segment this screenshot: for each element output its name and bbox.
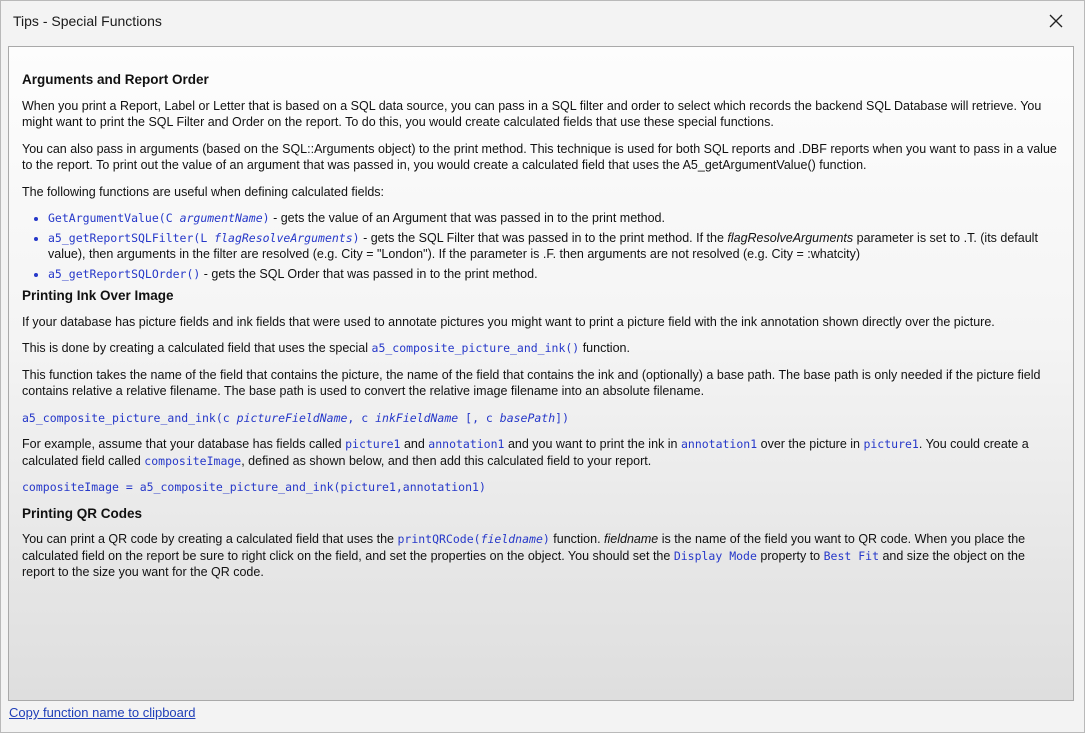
window-title: Tips - Special Functions: [13, 13, 162, 29]
title-bar: [1, 1, 1084, 41]
paragraph: The following functions are useful when defining calculated fields:: [22, 184, 385, 199]
function-name[interactable]: a5_composite_picture_and_ink(): [371, 341, 580, 355]
section-heading-qr: Printing QR Codes: [22, 505, 143, 521]
function-name[interactable]: GetArgumentValue(C argumentName): [48, 211, 270, 225]
paragraph: This function takes the name of the field that contains the picture, the name of the field that contains the ink and (optionally) a base path. The base path is only needed if the picture field contains relative a relative filename. The base path is used to convert the relative image filename into an absolute filename.: [22, 367, 1041, 398]
function-name[interactable]: a5_getReportSQLFilter(L flagResolveArguments): [48, 230, 360, 245]
paragraph: If your database has picture fields and ink fields that were used to annotate pictures you might want to print a picture field with the ink annotation shown directly over the picture.: [22, 314, 995, 329]
list-item: • GetArgumentValue(C argumentName) - gets the value of an Argument that was passed in to the print method.: [48, 210, 1058, 227]
section-heading-ink: Printing Ink Over Image: [22, 288, 174, 303]
close-button[interactable]: [1036, 5, 1076, 37]
code-example: compositeImage = a5_composite_picture_and_ink(picture1,annotation1): [22, 480, 486, 494]
paragraph: This is done by creating a calculated field that uses the special a5_composite_picture_and_ink() function.: [22, 341, 630, 355]
paragraph: You can also pass in arguments (based on the SQL::Arguments object) to the print method. This technique is used for both SQL reports and .DBF reports when you want to pass in a value to the report. To print out the value of an argument that was passed in, you would create a calculated field that uses the A5_getArgumentValue() function.: [22, 141, 1057, 172]
paragraph: When you print a Report, Label or Letter that is based on a SQL data source, you can pass in a SQL filter and order to select which records the backend SQL Database will retrieve. You might want to print the SQL Filter and Order on the report. To do this, you would create calculated fields that use these special functions.: [22, 98, 1042, 129]
function-signature: a5_composite_picture_and_ink(c pictureFieldName, c inkFieldName [, c basePath]): [22, 410, 570, 425]
copy-function-name-link[interactable]: Copy function name to clipboard: [9, 705, 196, 720]
function-name[interactable]: printQRCode(fieldname): [397, 532, 550, 546]
tips-content-panel: [8, 46, 1074, 701]
close-icon: [1049, 14, 1063, 28]
paragraph: For example, assume that your database has fields called picture1 and annotation1 and you want to print the ink in annotation1 over the picture in picture1. You could create a calculated field called compositeImage, defined as shown below, and then add this calculated field to your report.: [22, 437, 1029, 468]
function-list: [22, 210, 1058, 282]
list-item: • a5_getReportSQLOrder() - gets the SQL Order that was passed in to the print method.: [48, 266, 1058, 283]
section-heading-arguments: Arguments and Report Order: [22, 72, 209, 87]
paragraph: You can print a QR code by creating a calculated field that uses the printQRCode(fieldname) function. fieldname is the name of the field you want to QR code. When you place the calculated field on the report be sure to right click on the field, and set the properties on the object. You should set the Display Mode property to Best Fit and size the object on the report to the size you want for the QR code.: [22, 532, 1026, 579]
tips-content: [22, 67, 1058, 591]
function-name[interactable]: a5_getReportSQLOrder(): [48, 266, 201, 281]
list-item: • a5_getReportSQLFilter(L flagResolveArguments) - gets the SQL Filter that was passed in to the print method. If the flagResolveArguments parameter is set to .T. (its default value), then arguments in the filter are resolved (e.g. City = "London"). If the parameter is .F. then arguments are not resolved (e.g. City = :whatcity): [48, 230, 1058, 263]
